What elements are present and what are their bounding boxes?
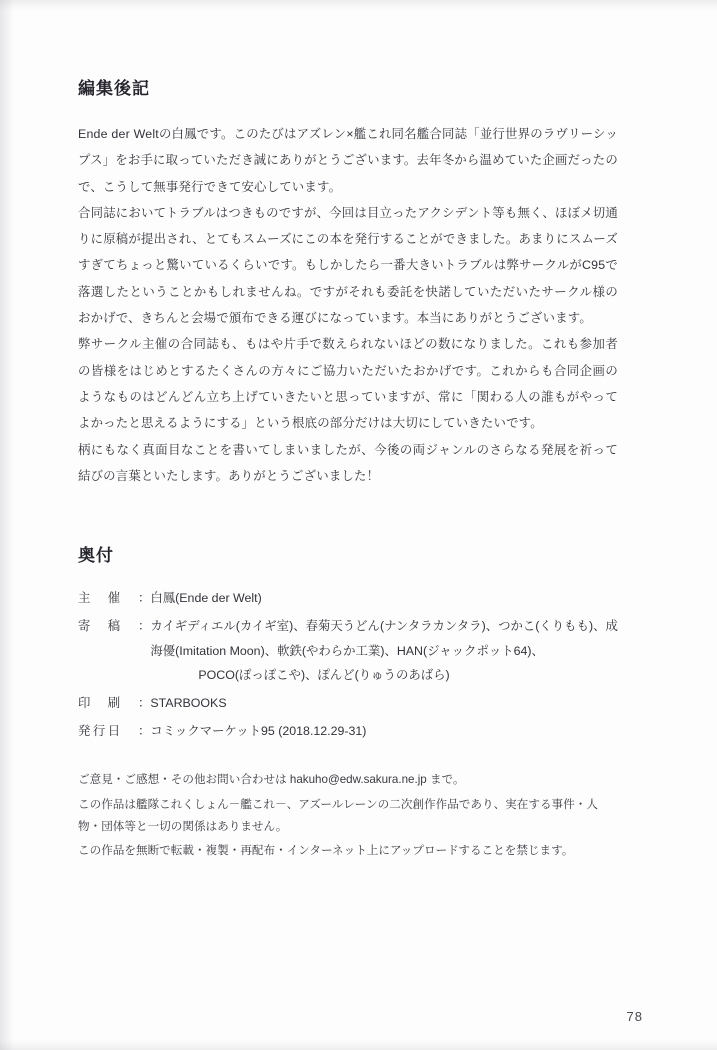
credit-value-text: カイギディエル(カイギ室)、春菊天うどん(ナンタラカンタラ)、つかこ(くりもも)、成海優(Imitation Moon)、軟鉄(やわらか工業)、HAN(ジャックポット64)、 <box>150 619 618 658</box>
legal-notes <box>78 769 618 862</box>
credit-label: 寄 稿 <box>78 619 123 634</box>
credit-separator: ： <box>138 619 151 634</box>
credit-separator: ： <box>138 724 151 739</box>
credit-label: 主 催 <box>78 591 123 606</box>
afterword-paragraph: Ende der Weltの白鳳です。このたびはアズレン×艦これ同名艦合同誌「並行世界のラヴリーシップス」をお手に取っていただき誠にありがとうございます。去年冬から温めていた企画だったので、こうして無事発行できて安心しています。 <box>78 127 618 194</box>
credit-label: 発行日 <box>78 724 123 739</box>
afterword-section <box>78 74 618 489</box>
credit-row <box>78 614 618 687</box>
colophon-section <box>78 541 618 862</box>
contact-note: ご意見・ご感想・その他お問い合わせは hakuho@edw.sakura.ne.jp まで。 <box>78 773 465 787</box>
disclaimer-note: この作品は艦隊これくしょん－艦これ－、アズールレーンの二次創作作品であり、実在する事件・人物・団体等と一切の関係はありません。 <box>78 797 598 833</box>
credit-separator: ： <box>138 591 151 606</box>
page-number: 78 <box>626 1009 643 1024</box>
credit-label: 印 刷 <box>78 695 123 710</box>
credit-value: 白鳳(Ende der Welt) <box>150 591 262 606</box>
afterword-paragraph: 柄にもなく真面目なことを書いてしまいましたが、今後の両ジャンルのさらなる発展を祈って結びの言葉といたします。ありがとうございました！ <box>78 442 618 483</box>
page-edge-shading-top <box>0 0 717 10</box>
credit-value: STARBOOKS <box>150 695 227 710</box>
credit-row <box>78 691 618 715</box>
credit-value: コミックマーケット95 (2018.12.29-31) <box>150 724 367 739</box>
colophon-title: 奥付 <box>78 546 114 566</box>
credit-value-continuation: POCO(ぽっぽこや)、ぽんど(りゅうのあばら) <box>198 667 450 682</box>
page-edge-shading-left <box>0 0 14 1050</box>
page-edge-shading-bottom <box>0 1040 717 1050</box>
redistribution-note: この作品を無断で転載・複製・再配布・インターネット上にアップロードすることを禁じます。 <box>78 844 574 858</box>
credit-row <box>78 586 618 610</box>
credit-separator: ： <box>138 695 151 710</box>
credit-value <box>150 614 618 687</box>
afterword-title: 編集後記 <box>78 79 150 98</box>
afterword-paragraph: 弊サークル主催の合同誌も、もはや片手で数えられないほどの数になりました。これも参加者の皆様をはじめとするたくさんの方々にご協力いただいたおかげです。これからも合同企画のようなものはどんどん立ち上げていきたいと思っていますが、常に「関わる人の誰もがやってよかったと思えるようにする」という根底の部分だけは大切にしていきたいです。 <box>78 337 618 431</box>
credit-row <box>78 719 618 743</box>
page-content <box>78 74 618 864</box>
afterword-paragraph: 合同誌においてトラブルはつきものですが、今回は目立ったアクシデント等も無く、ほぼメ切通りに原稿が提出され、とてもスムーズにこの本を発行することができました。あまりにスムーズすぎてちょっと驚いているくらいです。もしかしたら一番大きいトラブルは弊サークルがC95で落選したということかもしれませんね。ですがそれも委託を快諾していただいたサークル様のおかげで、きちんと会場で頒布できる運びになっています。本当にありがとうございます。 <box>78 205 618 326</box>
